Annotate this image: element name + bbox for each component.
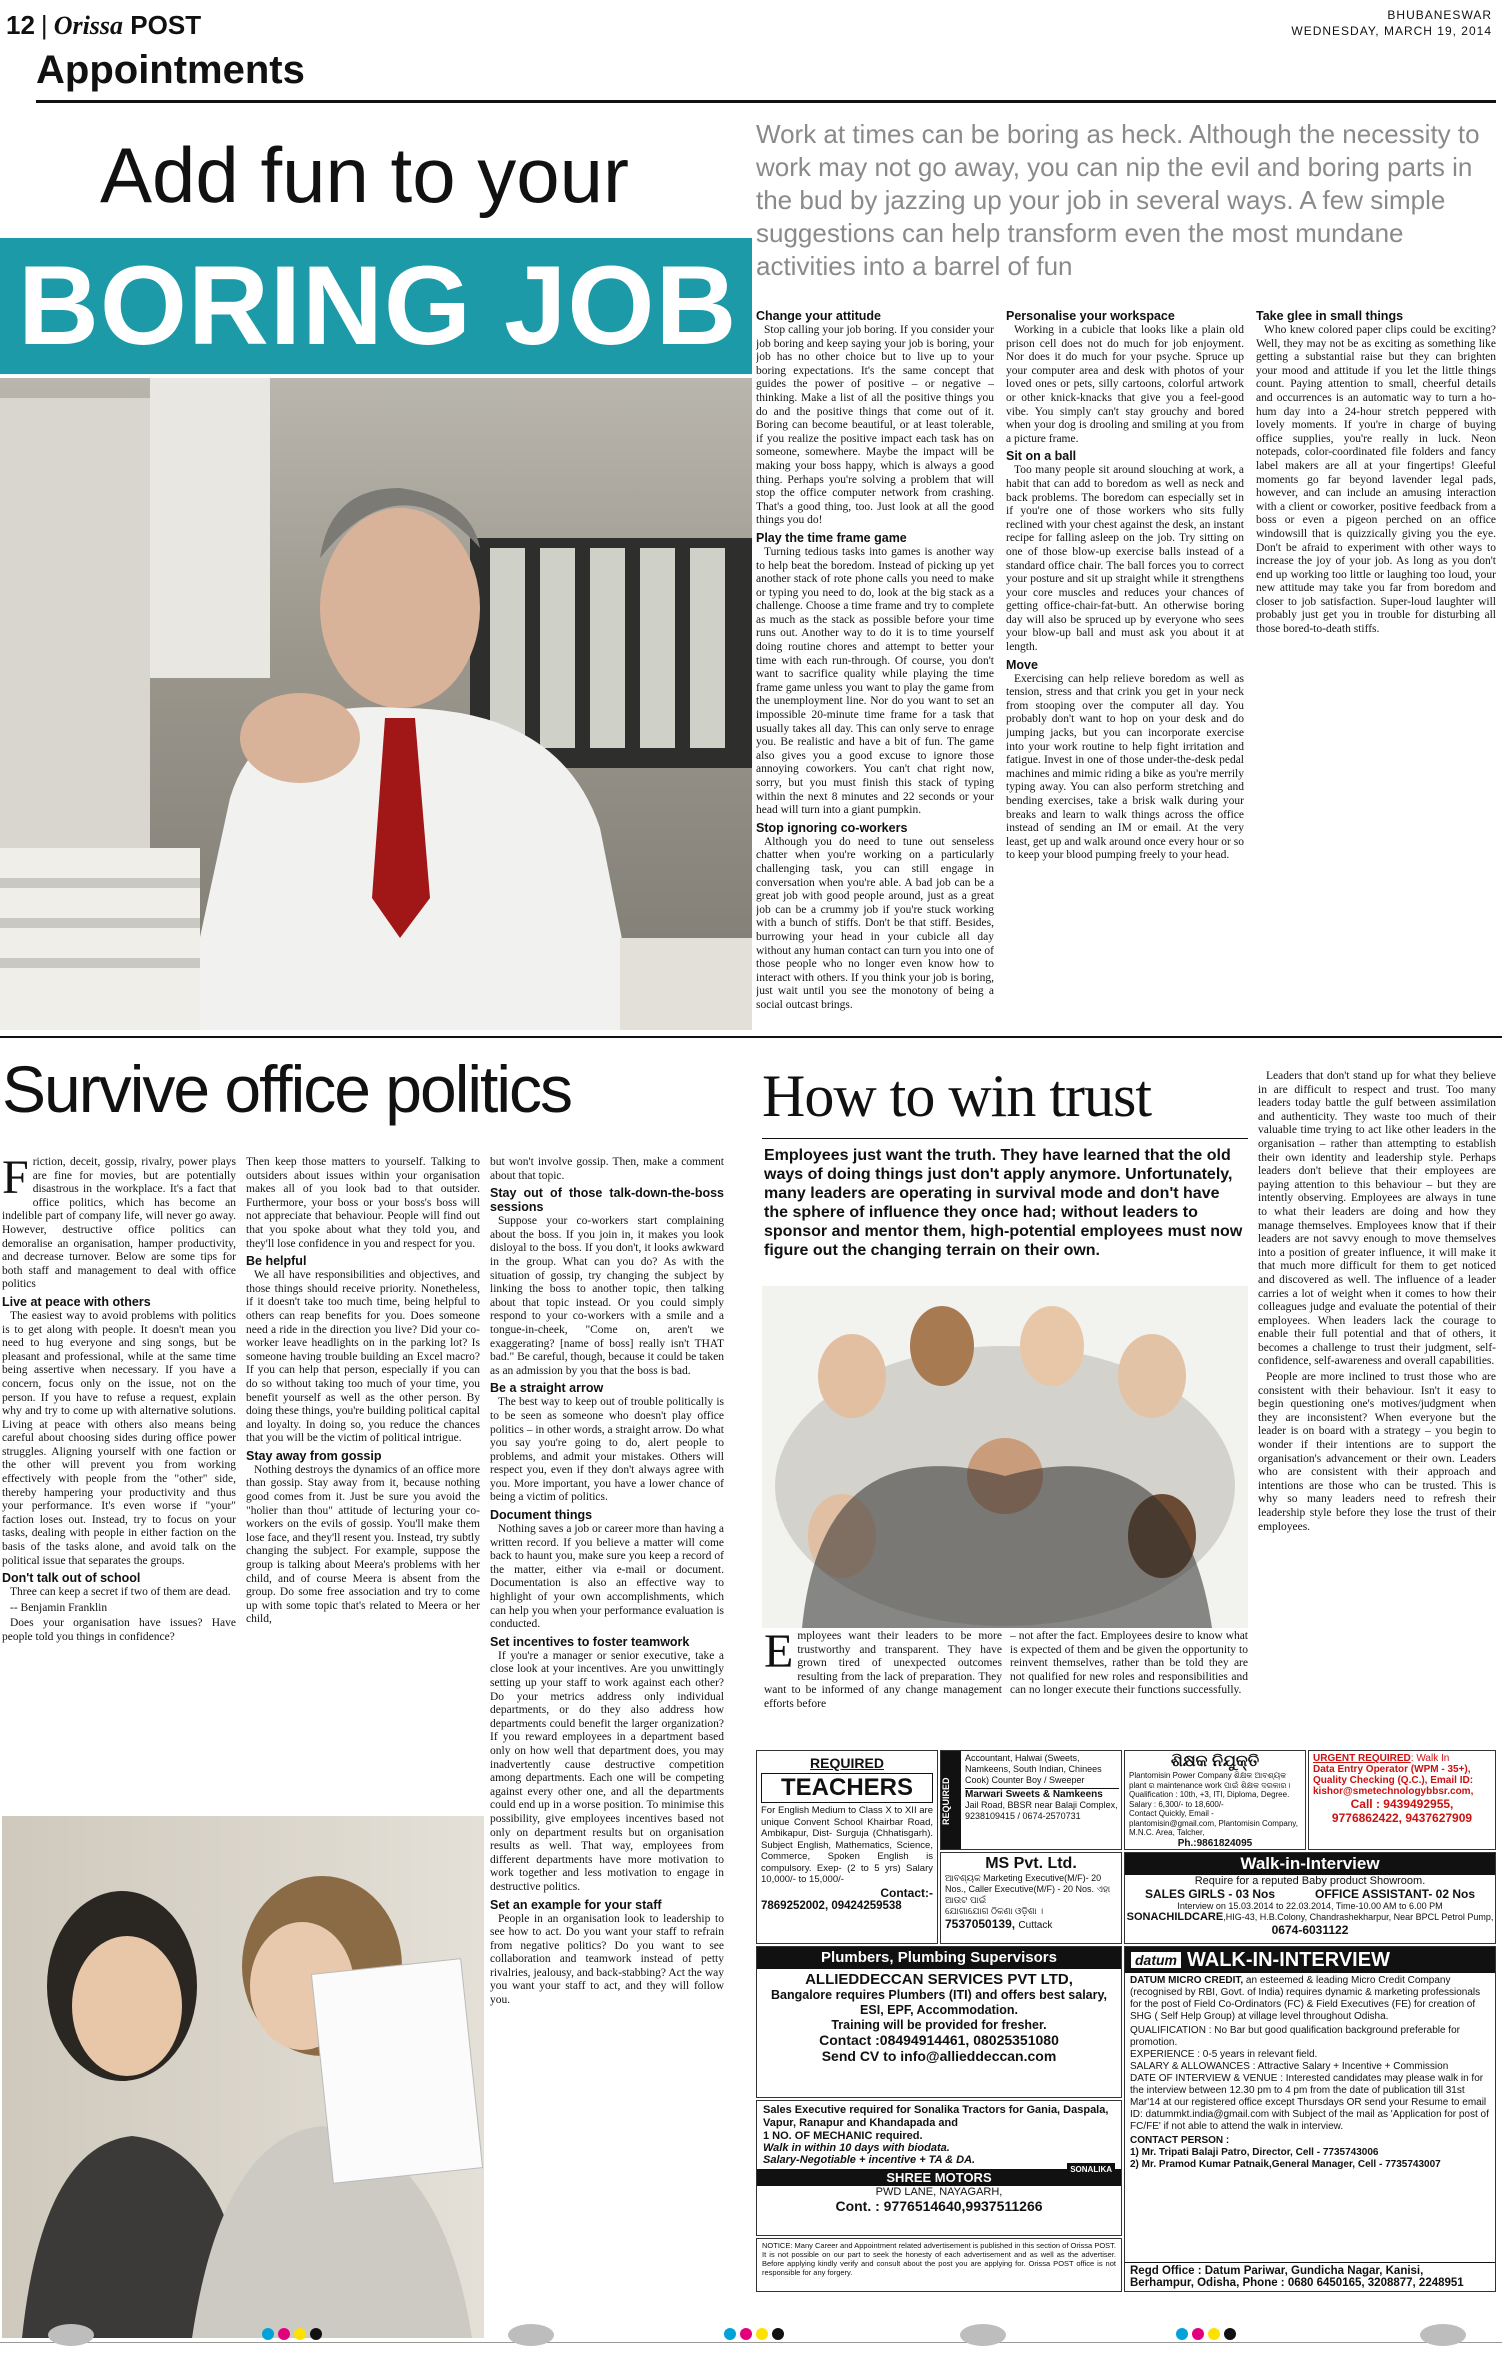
office-women-illustration	[2, 1816, 484, 2338]
ad-plumbers-line2: Training will be provided for fresher.	[831, 2018, 1047, 2032]
ad-notice-text: NOTICE: Many Career and Appointment related advertisement is published in this section of Orissa POST. It is not possible on our part to seek the honesty of each advertisement and as well as the advertiser. Before applying kindly verify and consult about the post you are applying for. Orissa POST office is not responsible for any forgery.	[762, 2241, 1116, 2277]
ad-sonalika-line3: Walk in within 10 days with biodata.	[763, 2142, 950, 2154]
boring-c2-h2: Move	[1006, 657, 1038, 672]
ad-shikshak-body: Plantomisin Power Company ଶିକ୍ଷକ ଆବଶ୍ୟକ plant ର maintenance work ପାଇଁ ଶିକ୍ଷକ ଦରକାର। Qualification : 10th, +3, ITI, Diploma, Degree. Salary : 6,300/- to 18,600/-	[1129, 1771, 1291, 1809]
ad-sonalika-line1: Sales Executive required for Sonalika Tractors for Gania, Daspala, Vapur, Ranapur and Khandapada and	[763, 2104, 1109, 2129]
ad-walkin-office: OFFICE ASSISTANT- 02 Nos	[1314, 1887, 1476, 1901]
politics-c2-p1: We all have responsibilities and objectives, and those things should receive priority. Nonetheless, if it doesn't take too much time, being helpful to others can reap benefits for you. Does someone need a ride in the direction you live? Did your co-worker leave headlights on in the parking lot? Is someone having trouble building an Excel macro? If you can help that person, especially if you can do so without taking too much of your time, you benefit yourself as well as the other person. By doing these things, you're building political capital and loyalty. In doing so, you reduce the chances that you will be the victim of political intrigue.	[246, 1269, 480, 1445]
paper-name-bold: POST	[130, 10, 202, 40]
politics-c1-p2: Three can keep a secret if two of them are dead.	[10, 1586, 231, 1599]
ad-plumbers-send: Send CV to info@allieddeccan.com	[821, 2048, 1057, 2064]
ad-marwari-line1: Accountant, Halwai (Sweets, Namkeens, South Indian, Chinees Cook) Counter Boy / Sweeper	[965, 1753, 1102, 1785]
politics-c3-h1: Stay out of those talk-down-the-boss sessions	[490, 1186, 724, 1215]
ad-plumbers-company: ALLIEDDECCAN SERVICES PVT LTD,	[805, 1971, 1073, 1988]
ad-walkin-address: ,HIG-43, H.B.Colony, Chandrashekharpur, Near BPCL Petrol Pump,	[1223, 1912, 1494, 1922]
trust-dropcap: E	[764, 1630, 794, 1678]
politics-c1-p4: Does your organisation have issues? Have people told you things in confidence?	[2, 1617, 236, 1643]
ad-urgent-phones: 9776862422, 9437627909	[1331, 1811, 1473, 1825]
ad-walkin-sub: Require for a reputed Baby product Showroom.	[1194, 1875, 1426, 1887]
ad-teachers-contact-label: Contact:-	[880, 1885, 933, 1900]
bored-worker-photo	[0, 378, 752, 1030]
ad-teachers-title: TEACHERS	[761, 1773, 933, 1803]
ad-datum-date: DATE OF INTERVIEW & VENUE : Interested candidates may please walk in for the interview between 12.30 pm to 4 pm from the date of publication till 31st Mar'14 at our registered office except Thursdays OR send your Resume to email ID: datummkt.india@gmail.com with Subject of the mail as 'Application for post of FC/FE' if not able to attend the walk in interview.	[1130, 2073, 1489, 2132]
ad-datum-salary: SALARY & ALLOWANCES : Attractive Salary + Incentive + Commission	[1130, 2061, 1449, 2072]
trust-title-rule	[762, 1138, 1248, 1139]
ad-ms-line2: ଯୋଗାଯୋଗ ଠିକଣା ଓଡ଼ିଶା ।	[945, 1906, 1044, 1916]
politics-c3-p1: Suppose your co-workers start complaining about the boss. If you join in, it makes you look disloyal to the boss. If you don't, it looks awkward in the group. What can you do? As with the situation of gossip, try changing the subject by linking the boss to another topic, then talking about that topic instead. Or you could simply respond to your co-workers with a smile and a tongue-in-cheek, "Come on, aren't we exaggerating? [name of boss] really isn't THAT bad." Be careful, though, because it could be taken as an admission by you that the boss is bad.	[490, 1215, 724, 1377]
ad-ms-title: MS Pvt. Ltd.	[985, 1855, 1077, 1872]
ad-walkin-company: SONACHILDCARE	[1126, 1911, 1224, 1923]
page-number-bar: 12 | Orissa POST	[6, 10, 202, 40]
ad-datum	[1124, 1946, 1496, 2292]
ad-walkin-sales: SALES GIRLS - 03 Nos	[1144, 1887, 1276, 1901]
ad-teachers-body: For English Medium to Class X to XII are unique Convent School Khairbar Road, Ambikapur, Dist- Surguja (Chhatisgarh). Subject English, Mathematics, Science, Commerce, Spoken English is compulsory. Exep- (2 to 5 yrs) Salary 10,000/- to 15,000/-	[761, 1805, 933, 1885]
ad-shikshak-title: ଶିକ୍ଷକ ନିଯୁକ୍ତି	[1170, 1753, 1260, 1770]
ad-urgent-line2: Quality Checking (Q.C.), Email ID:	[1313, 1775, 1474, 1786]
boring-c2-p0: Working in a cubicle that looks like a plain old prison cell does not do much for job enjoyment. Nor does it do much for your psyche. Spruce up your computer area and desk with photos of your loved ones or pets, silly cartoons, colorful artwork or other knick-knacks that give you a feel-good vibe. You simply can't stay grouchy and bored when your dog is drooling and smiling at you from a picture frame.	[1006, 324, 1244, 445]
ad-sonalika-address: PWD LANE, NAYAGARH,	[875, 2186, 1003, 2198]
ad-datum-company: DATUM MICRO CREDIT,	[1130, 1975, 1244, 1986]
ad-teachers-contact: 7869252002, 09424259538	[761, 1899, 902, 1912]
politics-c1-p0: riction, deceit, gossip, rivalry, power plays are fine for movies, but are potentially disastrous in the workplace. It's a fact that office politics, which has become an indelible part of company life, will never go away. However, destructive office politics can demoralise an organisation, hamper productivity, and decrease turnover. Below are some tips for both staff and management to deal with office politics	[2, 1156, 236, 1291]
ad-ms	[940, 1852, 1122, 1944]
boring-c1-p1: Turning tedious tasks into games is another way to help beat the boredom. Instead of picking up yet another stack of rote phone calls you need to make or typing you need to do, look at the big stack as a challenge. Choose a time frame and try to complete as much as the stack as possible before your time runs out. Another way to do it is to time yourself doing routine chores and attempt to better your time with each run-through. Of course, you don't want to sacrifice quality while playing the time frame game unless you want to play the game from the unemployment line. Nor do you want to set an impossible 20-minute time frame for a task that usually takes all day. This can only serve to enrage you. Be realistic and have a bit of fun. The game also gives you a good excuse to ignore those annoying coworkers. You can't chat right now, sorry, but you must finish this stack of typing within the next 8 minutes and 22 seconds or your head will turn into a giant pumpkin.	[756, 545, 994, 817]
registration-marks	[0, 2318, 1502, 2348]
ad-ms-line1: ଆବଶ୍ୟକ Marketing Executive(M/F)- 20 Nos., Caller Executive(M/F) - 20 Nos. ଏହା ଆଉଟ ପାଇଁ	[945, 1873, 1111, 1905]
politics-c3-h2: Be a straight arrow	[490, 1381, 604, 1396]
boring-c2-p2: Exercising can help relieve boredom as well as tension, stress and that crink you get in your neck from stooping over the computer all day. You probably don't want to hop on your desk and do jumping jacks, but you can incorporate exercise into your work routine to help fight irritation and fatigue. Invest in one of those under-the-desk pedal machines and mimic riding a bike as you're merrily typing away. You can also perform stretching and bending exercises, take a brisk walk during your breaks and learn to walk things across the office instead of sending an IM or email. At the very least, get up and walk around once every hour or so to keep your blood pumping freely to your head.	[1006, 672, 1244, 862]
trust-title: How to win trust	[762, 1063, 1151, 1129]
reg-oval-3	[960, 2324, 1006, 2346]
team-hands-photo	[762, 1286, 1248, 1628]
ad-marwari-address: Jail Road, BBSR near Balaji Complex, 9238109415 / 0674-2570731	[965, 1800, 1118, 1821]
ad-shikshak	[1124, 1750, 1306, 1850]
boring-c2-p1: Too many people sit around slouching at work, a habit that can add to boredom as well as neck and back problems. The boredom can especially set in if you're one of those workers who sits fully reclined with your chest against the desk, an instant recipe for falling asleep on the job. Try sitting on one of those blow-up exercise balls instead of a standard office chair. The ball forces you to correct your posture and sit up straight while it strengthens your core muscles and reduces your chances of getting office-chair-fat-butt. An otherwise boring day will also be spruced up by everyone who sees your blow-up ball and must ask you about it at length.	[1006, 464, 1244, 654]
reg-oval-1	[48, 2324, 94, 2346]
ad-datum-exp: EXPERIENCE : 0-5 years in relevant field.	[1130, 2049, 1318, 2060]
boring-c1-h1: Play the time frame game	[756, 530, 907, 545]
trust-col1	[764, 1630, 1002, 1734]
ad-walkin-dates: Interview on 15.03.2014 to 22.03.2014, Time-10.00 AM to 6.00 PM	[1177, 1901, 1443, 1911]
politics-c1-h1: Live at peace with others	[2, 1294, 151, 1309]
politics-c1-p3: -- Benjamin Franklin	[10, 1601, 108, 1614]
politics-c3-p4: If you're a manager or senior executive, take a close look at your incentives. Are you unwittingly setting up your staff to work against each other? Do your metrics address only individual departments, or do they also address how departments could benefit the larger organization? If you reward employees in a department based only on how well that department does, you may inadvertently cause destructive competition among departments. Each one will be competing against every other one, and all the departments could end up in a worse position. To minimise this possibility, give employees incentives based not only on department results but on organisation results as well. That way, employees from different departments have more motivation to work together and less motivation to engage in destructive politics.	[490, 1649, 724, 1893]
reg-dots-3	[1176, 2328, 1236, 2340]
ad-urgent-email: kishor@smetechnologybbsr.com,	[1313, 1786, 1474, 1797]
ad-sonalika-company: SHREE MOTORS	[886, 2170, 992, 2185]
reg-dots-2	[724, 2328, 784, 2340]
ad-datum-regd2: Berhampur, Odisha, Phone : 0680 6450165, 3208877, 2248951	[1130, 2277, 1464, 2289]
boring-c1-p0: Stop calling your job boring. If you consider your job boring and keep saying your job is boring, your job has no other choice but to live up to your boring expectations. It's the same concept that guides the power of positive – or negative – thinking. Make a list of all the positive things you do and the positive things that come out of it. Boring can become beautiful, or at least tolerable, if you realize the positive impact each task has on someone, somewhere. Maybe the impact will be making your boss happy, which is always a good thing. Perhaps you're solving a problem that will stop the office computer network from crashing. That's a good thing, too. Just look at all the good things you do!	[756, 324, 994, 527]
page-number: 12	[6, 10, 35, 40]
boring-col2	[1006, 306, 1244, 1030]
politics-c1-h2: Don't talk out of school	[2, 1571, 141, 1586]
boring-intro: Work at times can be boring as heck. Although the necessity to work may not go away, you can nip the evil and boring parts in the bud by jazzing up your job in several ways. A few simple suggestions can help transform even the most mundane activities into a barrel of fun	[756, 119, 1480, 281]
ad-urgent	[1308, 1750, 1496, 1850]
ad-sonalika	[756, 2100, 1122, 2236]
ad-datum-regd: Regd Office : Datum Pariwar, Gundicha Nagar, Kanisi,	[1130, 2265, 1424, 2277]
politics-c2-h1: Be helpful	[246, 1254, 307, 1269]
reg-dots-1	[262, 2328, 322, 2340]
section-title: Appointments	[36, 48, 305, 92]
boring-title-line2: BORING JOB	[18, 243, 738, 368]
politics-c3-p0: but won't involve gossip. Then, make a comment about that topic.	[490, 1156, 724, 1182]
boring-c3-h0: Take glee in small things	[1256, 309, 1404, 323]
politics-c3-h3: Document things	[490, 1508, 593, 1523]
date: WEDNESDAY, MARCH 19, 2014	[1291, 24, 1492, 38]
ad-datum-title: WALK-IN-INTERVIEW	[1187, 1948, 1390, 1971]
trust-intro: Employees just want the truth. They have learned that the old ways of doing things just don't apply anymore. Unfortunately, many leaders are operating in survival mode and don't have the sphere of influence they once had; without leaders to sponsor and mentor them, high-potential employees must now figure out the changing terrain on their own.	[764, 1147, 1243, 1259]
politics-c2-p0: Then keep those matters to yourself. Talking to outsiders about issues within your organisation makes all of you look bad to that outsider. Furthermore, your boss or your boss's boss will not appreciate that behaviour. People will find out that you spoke about what they told you, and they'll lose confidence in you and respect for you.	[246, 1156, 480, 1250]
trust-side-p0: Leaders that don't stand up for what they believe in are difficult to respect and trust. Too many leaders today battle the gulf between assimilation and authenticity. They waste too much of their valuable time trying to act like other leaders in the organisation – rather than attempting to establish their own identity and leadership style. Perhaps leaders don't believe that their employees are paying attention to this behaviour – but they are intently observing. Employees are always in tune to what their leaders are doing and how they manage themselves. Employees know that if their leaders are not savvy enough to move themselves into a position of greater influence, it will make it that much more difficult for them to get noticed and discovered as well. The influence of a leader carries a lot of weight when it comes to how their colleagues judge and evaluate the potential of their employees. When leaders lack the courage to enable their full potential and that of others, it becomes a challenge to trust their judgment, self-confidence, self-awareness and overall capabilities.	[1258, 1070, 1496, 1368]
boring-c2-h1: Sit on a ball	[1006, 449, 1077, 464]
boring-title-line1: Add fun to your	[100, 131, 630, 219]
ad-shikshak-contact: Contact Quickly, Email - plantomisin@gmail.com, Plantomisin Company, M.N.C. Area, Talcher,	[1129, 1809, 1298, 1837]
section-rule	[36, 100, 1496, 103]
trust-side-p1: People are more inclined to trust those who are consistent with their behaviour. Isn't it easy to begin questioning one's motives/judgment when they are inconsistent? When everyone but the leader is on board with a strategy – you begin to wonder if their intentions are to support the organisation's advancement or their own. Leaders who are consistent with their approach and intentions are those who can be trusted. This is why so many leaders need to refresh their leadership style before they lose the trust of their employees.	[1258, 1371, 1496, 1533]
politics-c2-p2: Nothing destroys the dynamics of an office more than gossip. Stay away from it, because nothing good comes from it. Just be sure you avoid the "holier than thou" attitude of lecturing your co-workers on the evils of gossip. You'll make them lose face, and they'll resent you. Instead, try subtly changing the subject. For example, suppose the group is talking about Meera's problems with her child, and of course Meera is absent from the group. Do some free association and try to come up with some topic that's related to Meera or her child,	[246, 1463, 480, 1626]
ad-urgent-call: Call : 9439492955,	[1350, 1797, 1454, 1811]
reg-oval-4	[1420, 2324, 1466, 2346]
ad-plumbers-title: Plumbers, Plumbing Supervisors	[757, 1947, 1121, 1969]
politics-c3-p3: Nothing saves a job or career more than having a written record. If you believe a matter will come back to haunt you, make sure you keep a record of the matter, either via e-mail or document. Documentation is also an effective way to highlight of your own accomplishments, which can help you when your performance evaluation is conducted.	[490, 1523, 724, 1631]
team-hands-illustration	[762, 1286, 1248, 1628]
ad-plumbers	[756, 1946, 1122, 2098]
ad-teachers	[756, 1750, 938, 1944]
ad-datum-c1: 1) Mr. Tripati Balaji Patro, Director, Cell - 7735743006	[1130, 2147, 1379, 2158]
politics-col2	[246, 1156, 480, 1806]
ad-marwari	[940, 1750, 1122, 1850]
ad-datum-qual: QUALIFICATION : No Bar but good qualification background preferable for promotion.	[1130, 2025, 1460, 2048]
politics-dropcap: F	[2, 1156, 29, 1204]
ad-datum-line1: an esteemed & leading Micro Credit Company (recognised by RBI, Govt. of India) requires dynamic & marketing professionals for the post of Field Co-Ordinators (FC) & Field Executives (FE) for creation of SHG ( Self Help Group) at village level throughout Odisha.	[1130, 1975, 1481, 2022]
ad-sonalika-logo: SONALIKA	[1067, 2163, 1115, 2176]
politics-c3-h4: Set incentives to foster teamwork	[490, 1634, 690, 1649]
ad-notice	[756, 2238, 1122, 2292]
trust-col1-text: mployees want their leaders to be more trustworthy and transparent. They have grown tired of unexpected outcomes resulting from the lack of preparation. They want to be informed of any change management efforts before	[764, 1630, 1002, 1710]
boring-c1-p2: Although you do need to tune out senseless chatter when you're working on a particularly challenging task, you can still engage in conversation when you're able. A bad job can be a great job with good people around, just as a great job can be a crummy job if you're stuck working with a bunch of stiffs. Don't be that stiff. Besides, burrowing your head in your cubicle all day without any human contact can turn you into one of those people who no longer even know how to interact with others. If you think your job is boring, just wait until you see the monotony of being a social outcast brings.	[756, 835, 994, 1011]
boring-title-banner	[0, 238, 752, 374]
politics-c2-h2: Stay away from gossip	[246, 1448, 382, 1463]
politics-col1	[2, 1156, 236, 1806]
trust-col2-text: – not after the fact. Employees desire to know what is expected of them and be given the opportunity to reinvent themselves, rather than be told they are not qualified for new roles and responsibilities and can no longer execute their functions successfully.	[1010, 1630, 1248, 1697]
politics-title: Survive office politics	[2, 1052, 572, 1126]
ad-datum-logo: datum	[1131, 1952, 1181, 1968]
ad-shikshak-phone: Ph.:9861824095	[1177, 1837, 1253, 1849]
ad-sonalika-line2: 1 NO. OF MECHANIC required.	[763, 2130, 923, 2142]
boring-c1-h2: Stop ignoring co-workers	[756, 820, 908, 835]
paper-name-italic: Orissa	[53, 11, 124, 40]
politics-col3	[490, 1156, 724, 2346]
trust-col2	[1010, 1630, 1248, 1734]
reg-oval-2	[508, 2324, 554, 2346]
boring-c2-h0: Personalise your workspace	[1006, 309, 1175, 323]
ad-plumbers-contact: Contact :08494914461, 08025351080	[819, 2032, 1059, 2048]
boring-c3-p0: Who knew colored paper clips could be exciting? Well, they may not be as exciting as something like getting a substantial raise but they can brighten your mood and attitude if you let the little things count. Paying attention to small, cheerful details and occurrences is an automatic way to turn a ho-hum day into a 24-hour stretch peppered with lovely moments. If you're in charge of buying office supplies, you're really in luck. Neon notepads, color-coordinated file folders and fancy label makers are all at your fingertips! Gleeful moments go far beyond lavender legal pads, however, and can include an amusing interaction with a client or coworker, positive feedback from a boss or even a pigeon perched on an office windowsill that is quizzically giving you the eye. Don't be afraid to experiment with other ways to increase the joy of your job. As long as you don't end up working too little or laughing too loud, your new attitude may take you far from boredom and closer to job satisfaction. Super-loud laughter will probably just get you in trouble for disturbing all those bored-to-death stiffs.	[1256, 324, 1496, 636]
ad-walkin-phone: 0674-6031122	[1271, 1923, 1349, 1937]
politics-c3-p5: People in an organisation look to leadership to see how to act. Do you want your staff to refrain from negative politics? Do you want to see collaboration and teamwork instead of petty rivalries, jealousy, and back-stabbing? Act the way you want your staff to act, and they will follow you.	[490, 1912, 724, 2007]
ad-walkin-title: Walk-in-Interview	[1125, 1853, 1495, 1875]
ad-ms-city: Cuttack	[1018, 1920, 1053, 1931]
politics-c3-h5: Set an example for your staff	[490, 1897, 662, 1912]
ad-sonalika-line4: Salary-Negotiable + incentive + TA & DA.	[763, 2154, 976, 2166]
city: BHUBANESWAR	[1387, 8, 1492, 22]
ad-ms-phone: 7537050139,	[945, 1917, 1016, 1931]
ad-teachers-required: REQUIRED	[810, 1755, 884, 1771]
ad-plumbers-line1: Bangalore requires Plumbers (ITI) and offers best salary, ESI, EPF, Accommodation.	[771, 1988, 1107, 2017]
ad-walkin-baby	[1124, 1852, 1496, 1944]
ad-urgent-walk: : Walk In	[1410, 1753, 1450, 1764]
ad-datum-contact-head: CONTACT PERSON :	[1130, 2135, 1230, 2146]
boring-c1-h0: Change your attitude	[756, 309, 882, 323]
ad-sonalika-contact: Cont. : 9776514640,9937511266	[835, 2198, 1043, 2214]
ad-datum-c2: 2) Mr. Pramod Kumar Patnaik,General Manager, Cell - 7735743007	[1130, 2159, 1441, 2170]
politics-c1-p1: The easiest way to avoid problems with politics is to get along with people. It doesn't mean you need to hug everyone and sing songs, but be pleasant and professional, while at the same time being assertive when necessary. If you have a concern, focus only on the issue, not on the person. If you have to refuse a request, explain why and try to come up with alternative solutions. Living at peace with others also means being careful about choosing sides during office power struggles. Aligning yourself with one faction or the other will prevent you from working effectively with people from the "other" side, thereby hampering your productivity and thus your performance. It's even worse if "your" faction loses out. Instead, try to focus on your tasks, dealing with people in either faction on the basis of the tasks alone, and avoid talk on the political issue that separates the groups.	[2, 1309, 236, 1567]
ad-urgent-title: URGENT REQUIRED	[1313, 1753, 1411, 1764]
bored-worker-illustration	[0, 378, 752, 1030]
boring-col1	[756, 306, 994, 1030]
ad-marwari-side: REQUIRED	[941, 1751, 961, 1850]
ad-urgent-line1: Data Entry Operator (WPM - 35+),	[1313, 1764, 1471, 1775]
office-women-photo	[2, 1816, 484, 2338]
mid-rule	[0, 1036, 1502, 1038]
politics-c3-p2: The best way to keep out of trouble politically is to be seen as someone who doesn't play office politics – in other words, a straight arrow. Do what you say you're going to do, alert people to problems, and admit your mistakes. Others will respect you, even if they don't always agree with you. More important, you have a lower chance of being a victim of politics.	[490, 1396, 724, 1504]
boring-col3	[1256, 306, 1496, 1030]
trust-side-col	[1258, 1070, 1496, 1738]
ad-marwari-name: Marwari Sweets & Namkeens	[965, 1788, 1119, 1800]
